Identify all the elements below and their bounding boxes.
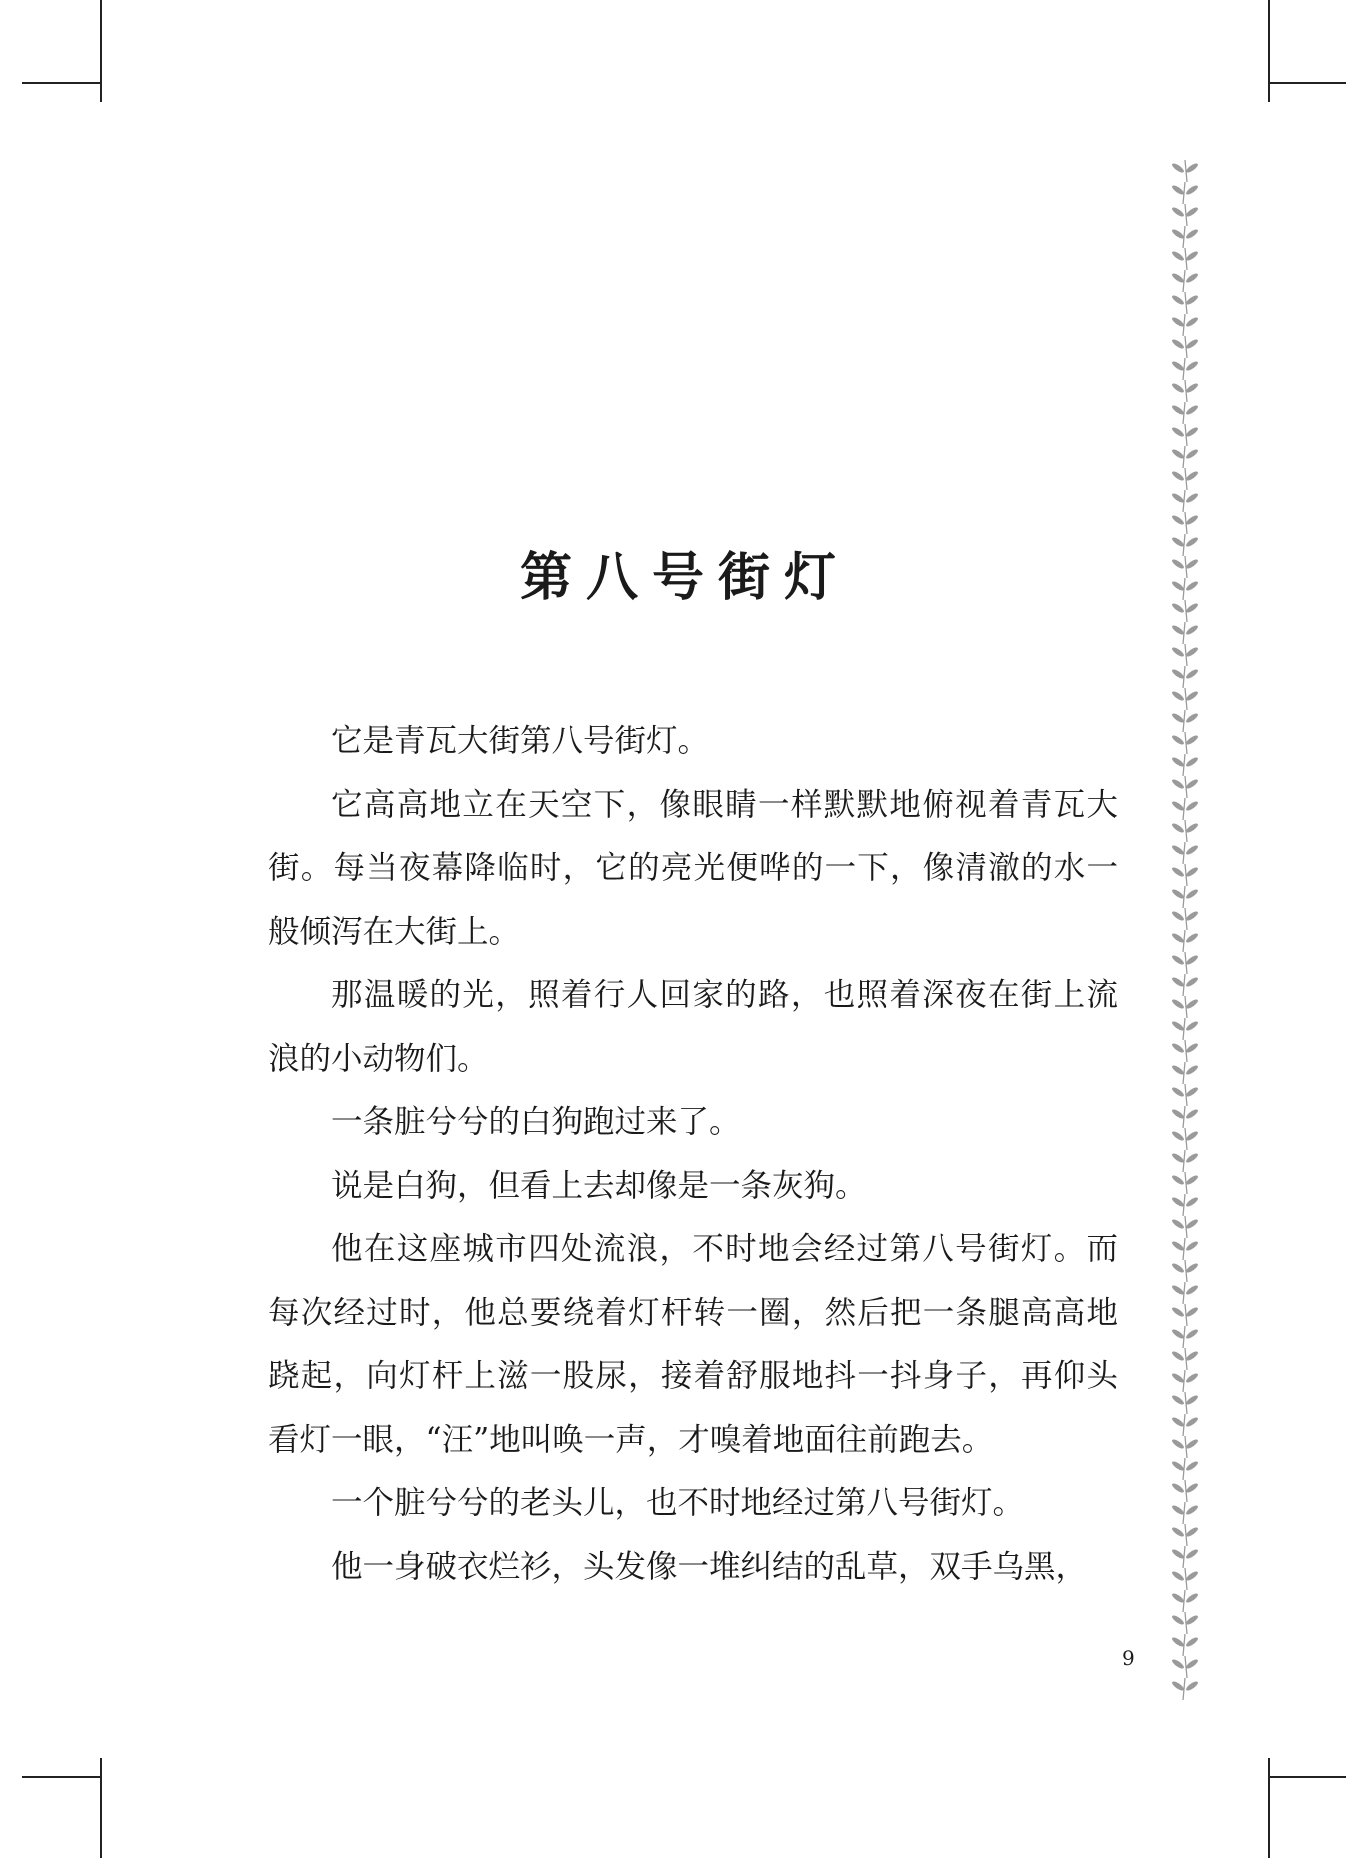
vine-leaf	[1171, 1326, 1199, 1348]
vine-leaf	[1171, 490, 1199, 512]
vine-leaf	[1171, 1678, 1199, 1700]
vine-leaf	[1171, 512, 1199, 534]
vine-leaf	[1171, 1018, 1199, 1040]
vine-leaf	[1171, 1040, 1199, 1062]
vine-leaf	[1171, 952, 1199, 974]
vine-leaf	[1171, 1524, 1199, 1546]
vine-leaf	[1171, 974, 1199, 996]
vine-leaf	[1171, 622, 1199, 644]
paragraph: 一条脏兮兮的白狗跑过来了。	[331, 1104, 741, 1140]
vine-leaf	[1171, 710, 1199, 732]
vine-leaf	[1171, 1458, 1199, 1480]
vine-leaf	[1171, 1216, 1199, 1238]
paragraph: 它高高地立在天空下，像眼睛一样默默地俯视着青瓦大街。每当夜幕降临时，它的亮光便哗的一下，像清澈的水一般倾泻在大街上。	[268, 786, 1118, 950]
vine-leaf	[1171, 424, 1199, 446]
leaf-vine-ornament-icon	[1160, 150, 1210, 1710]
vine-leaf	[1171, 688, 1199, 710]
vine-leaf	[1171, 820, 1199, 842]
vine-leaf	[1171, 1304, 1199, 1326]
vine-leaf	[1171, 556, 1199, 578]
paragraph: 说是白狗，但看上去却像是一条灰狗。	[331, 1167, 867, 1204]
chapter-title: 第八号街灯	[519, 547, 850, 608]
vine-leaf	[1171, 1106, 1199, 1128]
vine-leaf	[1171, 182, 1199, 204]
vine-leaf	[1171, 204, 1199, 226]
paragraph: 他在这座城市四处流浪，不时地会经过第八号街灯。而每次经过时，他总要绕着灯杆转一圈，然后把一条腿高高地跷起，向灯杆上滋一股尿，接着舒服地抖一抖身子，再仰头看灯一眼，“汪”地叫唤一声，才嗅着地面往前跑去。	[268, 1231, 1118, 1458]
vine-leaf	[1171, 886, 1199, 908]
vine-leaf	[1171, 1590, 1199, 1612]
vine-leaf	[1171, 1348, 1199, 1370]
vine-leaf	[1171, 270, 1199, 292]
vine-leaf	[1171, 754, 1199, 776]
paragraph: 它是青瓦大街第八号街灯。	[331, 723, 710, 759]
vine-leaf	[1171, 1172, 1199, 1194]
vine-leaf	[1171, 1612, 1199, 1634]
vine-leaf	[1171, 160, 1199, 182]
vine-leaf	[1171, 1656, 1199, 1678]
vine-leaf	[1171, 358, 1199, 380]
vine-leaf	[1171, 336, 1199, 358]
paragraph: 他一身破衣烂衫，头发像一堆纠结的乱草，双手乌黑，	[331, 1548, 1088, 1585]
vine-leaf	[1171, 1150, 1199, 1172]
body-text	[268, 710, 1118, 1599]
vine-leaf	[1171, 1502, 1199, 1524]
vine-leaf	[1171, 468, 1199, 490]
vine-leaf	[1171, 776, 1199, 798]
vine-leaf	[1171, 1128, 1199, 1150]
vine-leaf	[1171, 578, 1199, 600]
vine-leaf	[1171, 1546, 1199, 1568]
vine-leaf	[1171, 292, 1199, 314]
vine-leaf	[1171, 1238, 1199, 1260]
vine-leaf	[1171, 1436, 1199, 1458]
vine-leaf	[1171, 446, 1199, 468]
page-number: 9	[1122, 1646, 1135, 1670]
vine-leaf	[1171, 1392, 1199, 1414]
vine-leaf	[1171, 1414, 1199, 1436]
vine-leaf	[1171, 1634, 1199, 1656]
vine-leaf	[1171, 644, 1199, 666]
vine-leaf	[1171, 732, 1199, 754]
vine-leaf	[1171, 1194, 1199, 1216]
vine-leaf	[1171, 1370, 1199, 1392]
vine-leaf	[1171, 864, 1199, 886]
vine-leaf	[1171, 798, 1199, 820]
vine-leaf	[1171, 666, 1199, 688]
vine-leaf	[1171, 402, 1199, 424]
vine-leaf	[1171, 842, 1199, 864]
vine-leaf	[1171, 908, 1199, 930]
vine-leaf	[1171, 1260, 1199, 1282]
vine-leaf	[1171, 1062, 1199, 1084]
vine-leaf	[1171, 600, 1199, 622]
vine-leaf	[1171, 380, 1199, 402]
vine-leaf	[1171, 1480, 1199, 1502]
vine-leaf	[1171, 314, 1199, 336]
paragraph: 那温暖的光，照着行人回家的路，也照着深夜在街上流浪的小动物们。	[268, 977, 1118, 1077]
vine-leaf	[1171, 930, 1199, 952]
vine-leaf	[1171, 248, 1199, 270]
vine-leaf	[1171, 226, 1199, 248]
vine-leaf	[1171, 1282, 1199, 1304]
vine-leaf	[1171, 996, 1199, 1018]
vine-leaf	[1171, 534, 1199, 556]
vine-leaf	[1171, 1084, 1199, 1106]
paragraph: 一个脏兮兮的老头儿，也不时地经过第八号街灯。	[331, 1485, 1025, 1521]
vine-leaf	[1171, 1568, 1199, 1590]
